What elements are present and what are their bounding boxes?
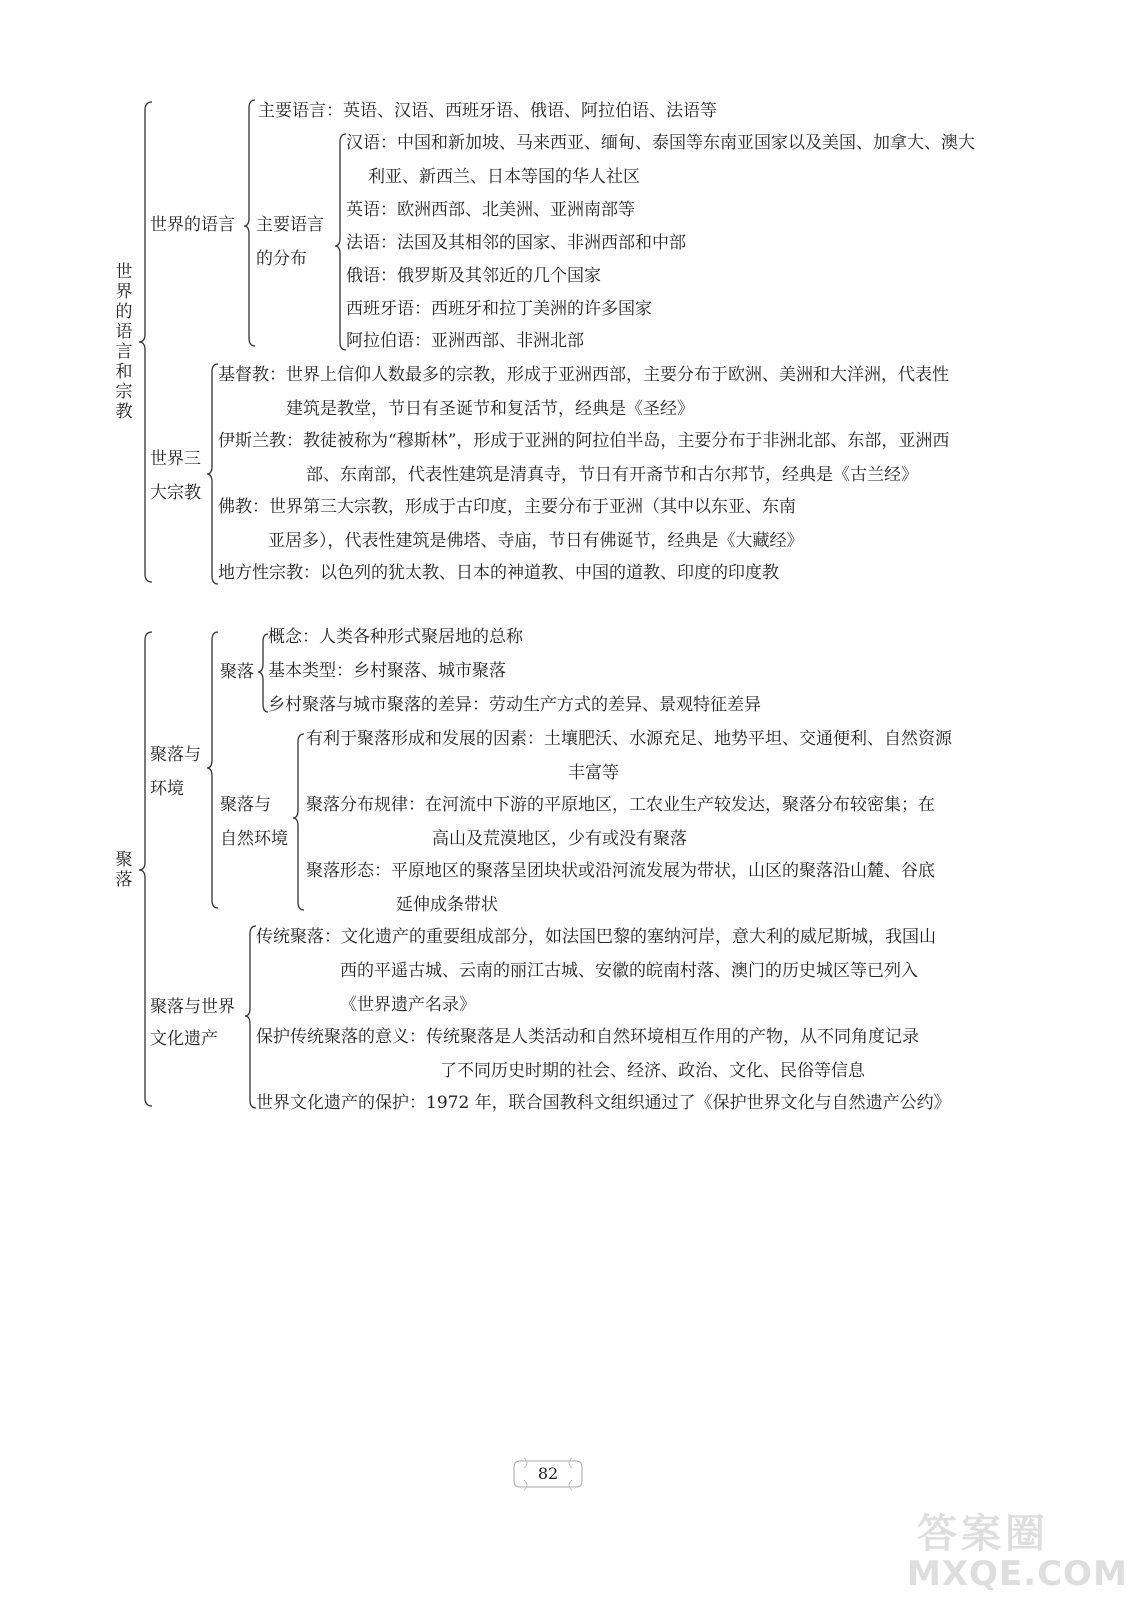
nature-label-1: 聚落与 — [220, 795, 271, 815]
watermark-cn-text: 答案圈 — [917, 1511, 1049, 1557]
chinese-distribution-line2: 利亚、新西兰、日本等国的华人社区 — [368, 167, 640, 187]
bracket-heritage — [245, 926, 256, 1108]
favorable-factors-line2: 丰富等 — [568, 763, 619, 783]
settlement-concept: 概念：人类各种形式聚居地的总称 — [268, 627, 523, 647]
french-distribution: 法语：法国及其相邻的国家、非洲西部和中部 — [346, 233, 686, 253]
settlement-label: 聚落 — [220, 662, 254, 682]
religions-label-2: 大宗教 — [150, 483, 201, 503]
environment-label-1: 聚落与 — [150, 745, 201, 765]
main-languages: 主要语言：英语、汉语、西班牙语、俄语、阿拉伯语、法语等 — [258, 101, 717, 121]
bracket-section1 — [139, 102, 152, 582]
russian-distribution: 俄语：俄罗斯及其邻近的几个国家 — [346, 266, 601, 286]
watermark-url-text: MXQE.COM — [907, 1554, 1128, 1594]
bracket-language-distribution — [335, 134, 346, 350]
language-distribution-label-2: 的分布 — [256, 249, 307, 269]
environment-label-2: 环境 — [150, 779, 184, 799]
bracket-settlement — [258, 634, 268, 712]
page-number — [510, 1455, 586, 1493]
buddhism-line1: 佛教：世界第三大宗教，形成于古印度，主要分布于亚洲（其中以东亚、东南 — [218, 497, 796, 517]
protection-meaning-line2: 了不同历史时期的社会、经济、政治、文化、民俗等信息 — [440, 1061, 865, 1081]
section1-title: 世界的语言和宗教 — [115, 262, 133, 422]
traditional-settlement-line3: 《世界遗产名录》 — [340, 995, 476, 1015]
language-distribution-label-1: 主要语言 — [256, 215, 324, 235]
religions-label-1: 世界三 — [150, 449, 201, 469]
protection-meaning-line1: 保护传统聚落的意义：传统聚落是人类活动和自然环境相互作用的产物，从不同角度记录 — [256, 1027, 919, 1047]
settlement-form-line2: 延伸成条带状 — [396, 895, 498, 915]
settlement-difference: 乡村聚落与城市聚落的差异：劳动生产方式的差异、景观特征差异 — [268, 695, 761, 715]
english-distribution: 英语：欧洲西部、北美洲、亚洲南部等 — [346, 200, 635, 220]
bracket-religions — [207, 364, 218, 584]
bracket-environment — [207, 632, 218, 908]
distribution-rule-line2: 高山及荒漠地区，少有或没有聚落 — [432, 829, 687, 849]
favorable-factors-line1: 有利于聚落形成和发展的因素：土壤肥沃、水源充足、地势平坦、交通便利、自然资源 — [306, 729, 952, 749]
islam-line1: 伊斯兰教：教徒被称为“穆斯林”，形成于亚洲的阿拉伯半岛，主要分布于非洲北部、东部，亚洲西 — [218, 431, 950, 451]
settlement-form-line1: 聚落形态：平原地区的聚落呈团块状或沿河流发展为带状，山区的聚落沿山麓、谷底 — [306, 861, 935, 881]
chinese-distribution-line1: 汉语：中国和新加坡、马来西亚、缅甸、泰国等东南亚国家以及美国、加拿大、澳大 — [346, 133, 975, 153]
section2-title: 聚落 — [115, 850, 133, 890]
arabic-distribution: 阿拉伯语：亚洲西部、非洲北部 — [346, 331, 584, 351]
spanish-distribution: 西班牙语：西班牙和拉丁美洲的许多国家 — [346, 299, 652, 319]
heritage-label-2: 文化遗产 — [150, 1029, 218, 1049]
heritage-label-1: 聚落与世界 — [150, 997, 235, 1017]
watermark-logo — [895, 1500, 1133, 1596]
heritage-protection: 世界文化遗产的保护：1972 年，联合国教科文组织通过了《保护世界文化与自然遗产公约》 — [256, 1093, 951, 1113]
languages-label: 世界的语言 — [150, 215, 235, 235]
traditional-settlement-line1: 传统聚落：文化遗产的重要组成部分，如法国巴黎的塞纳河岸，意大利的威尼斯城，我国山 — [256, 927, 936, 947]
settlement-types: 基本类型：乡村聚落、城市聚落 — [268, 661, 506, 681]
page-number-text: 82 — [537, 1464, 559, 1483]
buddhism-line2: 亚居多），代表性建筑是佛塔、寺庙，节日有佛诞节，经典是《大藏经》 — [268, 531, 804, 551]
christianity-line2: 建筑是教堂，节日有圣诞节和复活节，经典是《圣经》 — [286, 399, 694, 419]
christianity-line1: 基督教：世界上信仰人数最多的宗教，形成于亚洲西部，主要分布于欧洲、美洲和大洋洲，代表性 — [218, 365, 949, 385]
nature-label-2: 自然环境 — [220, 829, 288, 849]
bracket-nature — [293, 734, 304, 910]
local-religions: 地方性宗教：以色列的犹太教、日本的神道教、中国的道教、印度的印度教 — [218, 563, 779, 583]
traditional-settlement-line2: 西的平遥古城、云南的丽江古城、安徽的皖南村落、澳门的历史城区等已列入 — [340, 961, 918, 981]
islam-line2: 部、东南部，代表性建筑是清真寺，节日有开斋节和古尔邦节，经典是《古兰经》 — [306, 465, 918, 485]
bracket-languages — [244, 100, 255, 346]
distribution-rule-line1: 聚落分布规律：在河流中下游的平原地区，工农业生产较发达，聚落分布较密集；在 — [306, 795, 935, 815]
